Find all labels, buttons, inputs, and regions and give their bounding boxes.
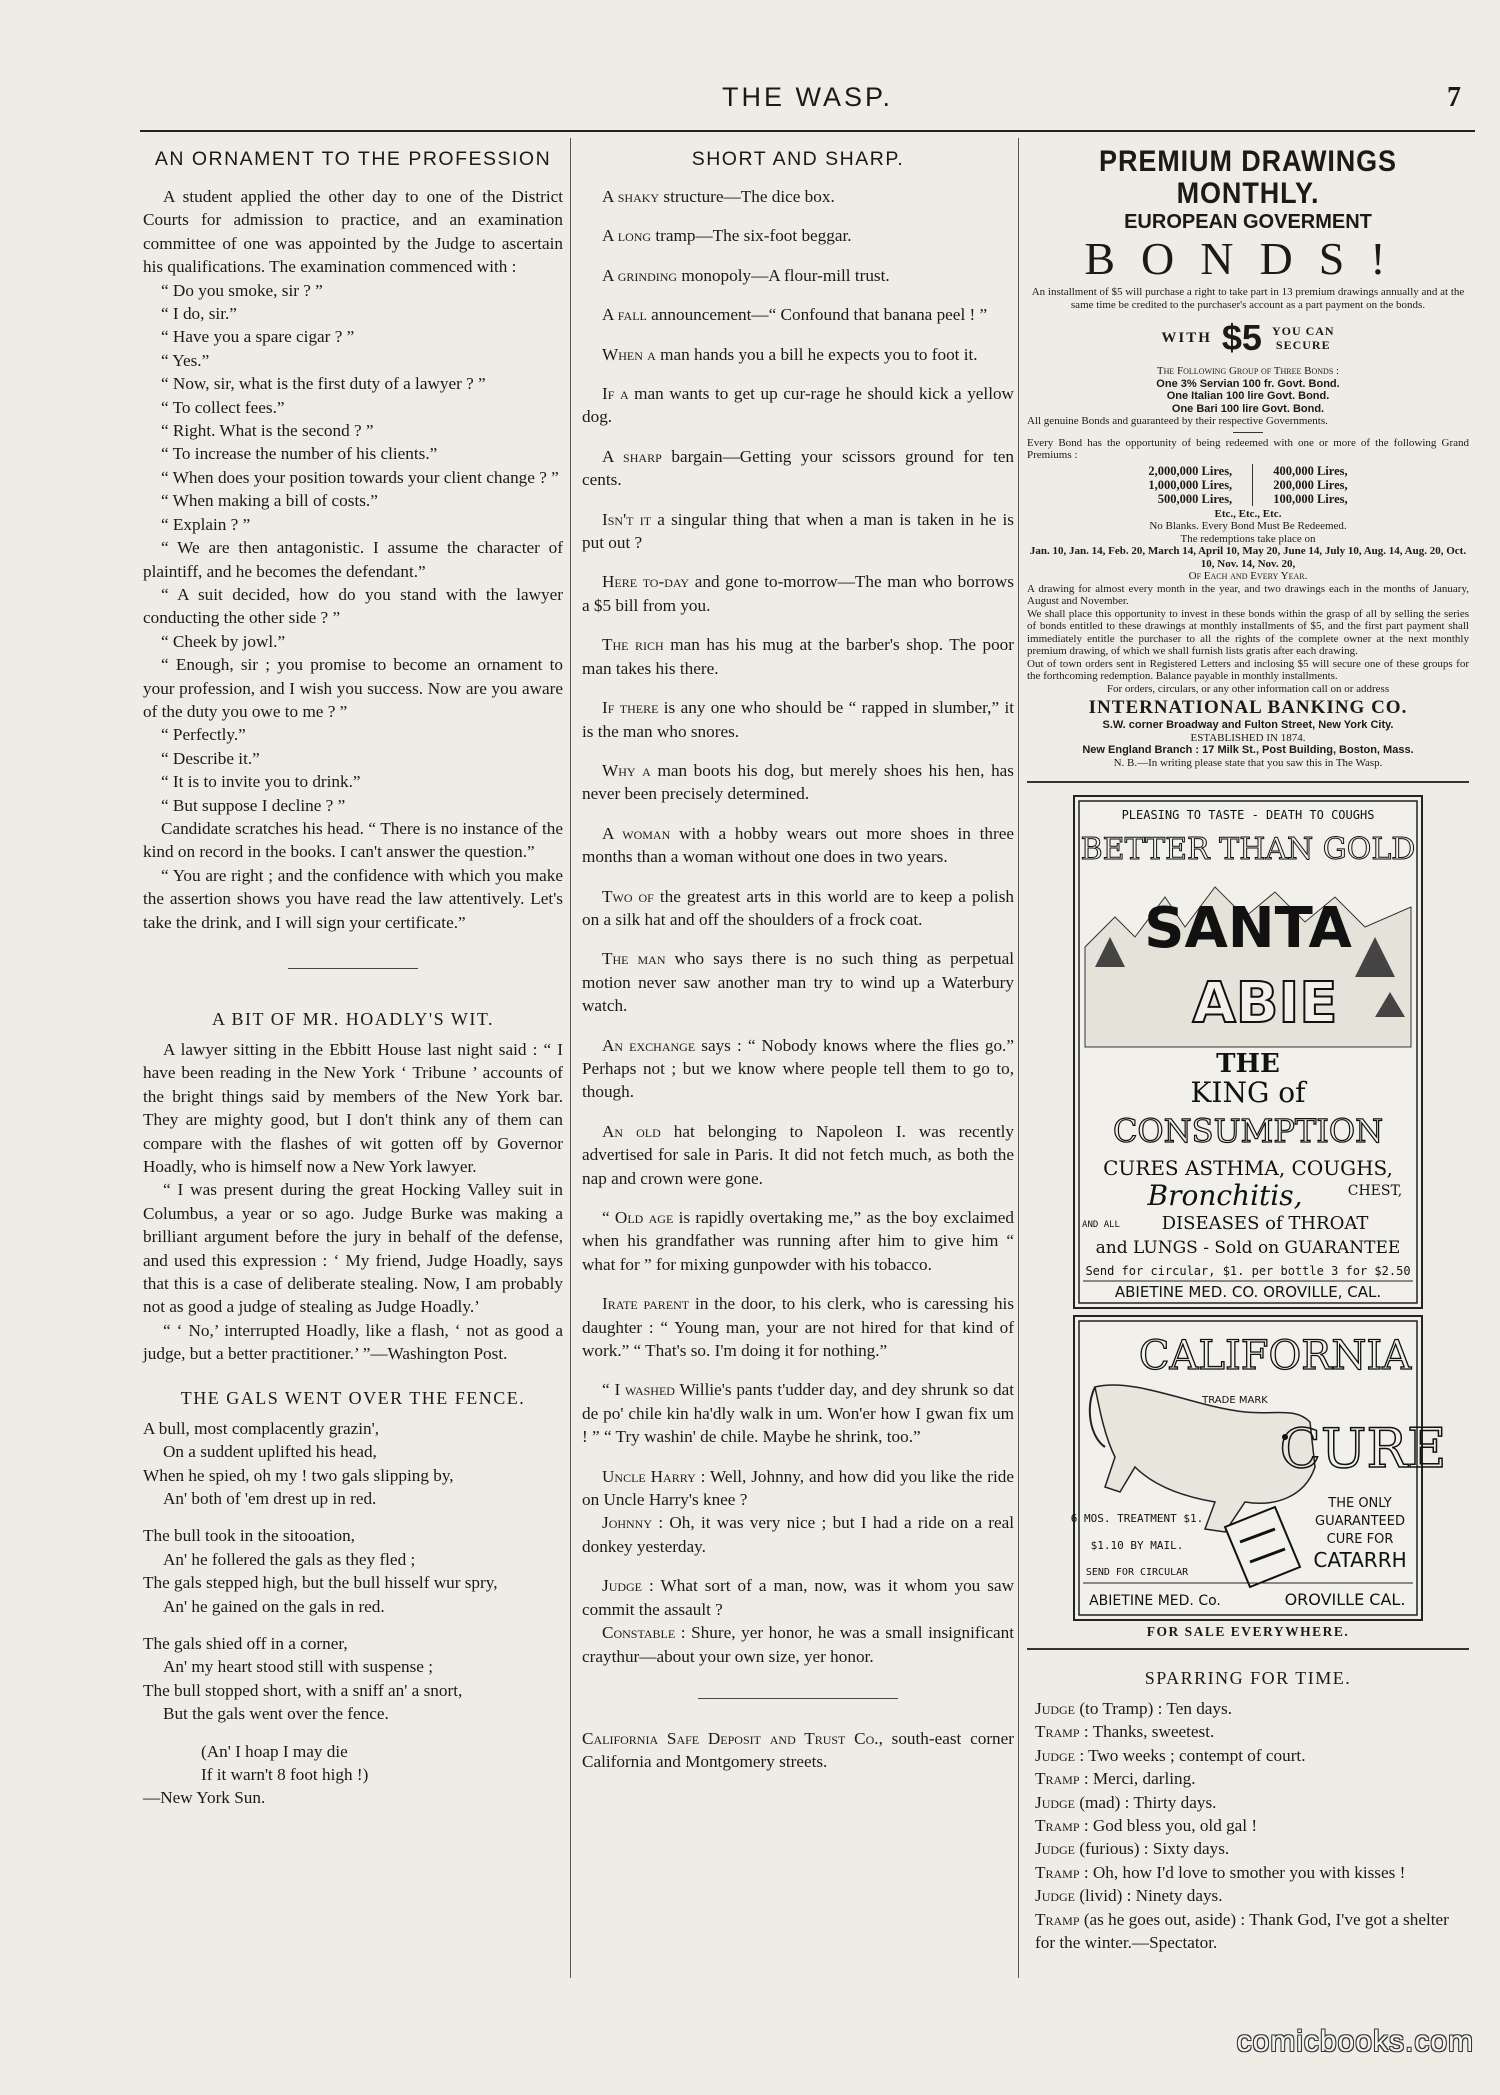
joke-text: structure—The dice box. <box>659 187 835 206</box>
column-divider-2 <box>1018 138 1019 1978</box>
joke-lead: A fall <box>602 305 647 325</box>
dialogue-text: : Oh, it was very nice ; but I had a ride on a real donkey yesterday. <box>582 1513 1014 1556</box>
joke-text: hat belonging to Napoleon I. was recently advertised for sale in Paris. It did not fetch much, as both the nap and crown were gone. <box>582 1121 1014 1188</box>
cal-abietine: ABIETINE MED. Co. <box>1089 1593 1221 1609</box>
joke-item <box>582 696 1014 743</box>
masthead-title: THE WASP. <box>721 82 894 112</box>
joke-text: a singular thing that when a man is taken in he is put out ? <box>582 509 1014 553</box>
ad-divider <box>1027 1648 1469 1650</box>
ad-bonds-title: BONDS! <box>1084 233 1412 284</box>
dialogue-text: (as he goes out, aside) : Thank God, I've got a shelter for the winter.—Spectator. <box>1035 1909 1449 1953</box>
joke-lead: “ I washed <box>602 1380 675 1400</box>
ad-blanks: No Blanks. Every Bond Must Be Redeemed. <box>1149 520 1347 532</box>
dialogue-line <box>1027 1814 1469 1837</box>
dialogue-text: (to Tramp) : Ten days. <box>1075 1699 1233 1718</box>
poem-line: (An' I hoap I may die <box>201 1741 348 1761</box>
joke-item <box>582 633 1014 680</box>
joke-item <box>582 885 1014 932</box>
column-2 <box>582 148 1014 1774</box>
poem-line: An' he follered the gals as they fled ; <box>163 1549 416 1569</box>
joke-text: and gone to-morrow—The man who borrows a $5 bill from you. <box>582 572 1014 615</box>
santa-top-text: PLEASING TO TASTE - DEATH TO COUGHS <box>1121 808 1375 822</box>
speaker: Judge <box>1035 1792 1076 1812</box>
ad-premiums-left <box>1128 464 1253 506</box>
ad-headline: PREMIUM DRAWINGS MONTHLY. <box>1099 145 1397 210</box>
article-paragraph: “ Enough, sir ; you promise to become an ornament to your profession, and I wish you success. Now are you aware of the duty you owe to me ? ” <box>143 655 563 721</box>
short-sharp-list <box>582 185 1014 1449</box>
poem-line: The gals stepped high, but the bull hisself wur spry, <box>143 1573 498 1593</box>
ad-intro: An installment of $5 will purchase a right to take part in 13 premium drawings annually and at the same time be credited to the purchaser's account as a part payment on the bonds. <box>1031 286 1465 311</box>
joke-item <box>582 445 1014 492</box>
article-paragraph: “ Yes.” <box>161 350 210 370</box>
dialogue-line <box>1027 1884 1469 1907</box>
dialogue-text: (livid) : Ninety days. <box>1075 1886 1223 1906</box>
ad-premiums-right <box>1253 464 1367 506</box>
joke-item <box>582 303 1014 326</box>
poem-line: The gals shied off in a corner, <box>143 1633 348 1653</box>
ad-place-text: We shall place this opportunity to invest in these bonds within the grasp of all by selling the series of bonds entitled to these drawings at monthly installments of $5, and the first part payment shall immediately entitle the purchaser to all the rights of the complete owner at the next monthly premium drawing, of which we shall furnish lists gratis after each drawing. <box>1027 607 1469 657</box>
ad-group-heading: The Following Group of Three Bonds : <box>1156 365 1340 377</box>
poem-line: An' he gained on the gals in red. <box>163 1596 385 1616</box>
joke-lead: A shaky <box>602 187 660 206</box>
ad-rule <box>1233 432 1263 433</box>
dialogue-line <box>582 1465 1014 1512</box>
article-paragraph: “ Describe it.” <box>161 748 260 768</box>
joke-item <box>582 947 1014 1017</box>
section-rule <box>698 1698 898 1699</box>
joke-lead: The man <box>602 949 666 969</box>
santa-abie-illustration <box>1075 797 1421 1307</box>
santa-send: Send for circular, $1. per bottle 3 for $2.50 <box>1085 1264 1411 1278</box>
joke-text: with a hobby wears out more shoes in three months than a woman without one does in two years. <box>582 823 1014 867</box>
ad-opportunity: Every Bond has the opportunity of being redeemed with one or more of the following Grand Premiums : <box>1027 436 1469 461</box>
poem-stanza <box>143 1632 563 1726</box>
poem-line: A bull, most complacently grazin', <box>143 1418 380 1438</box>
poem-line: On a suddent uplifted his head, <box>163 1442 377 1462</box>
dialogue-text: (mad) : Thirty days. <box>1075 1792 1217 1812</box>
joke-item <box>582 570 1014 617</box>
joke-lead: An exchange <box>602 1035 696 1055</box>
ad-you-can <box>1272 324 1335 352</box>
joke-text: in the door, to his clerk, who is caressing his daughter : “ Young man, your are not hired for that kind of work.” “ That's so. I'm doing it for nothing.” <box>582 1294 1015 1361</box>
ornament-article <box>143 185 563 934</box>
joke-item <box>582 382 1014 429</box>
article-paragraph: “ I do, sir.” <box>161 304 237 324</box>
page-number: 7 <box>1447 82 1461 113</box>
dialogue-line <box>1027 1767 1469 1790</box>
ad-amount: $5 <box>1221 317 1262 358</box>
poem-line: If it warn't 8 foot high !) <box>201 1764 369 1784</box>
article-paragraph: A student applied the other day to one of the District Courts for admission to practice, and an examination committee of one was appointed by the Judge to ascertain his qualifications. The examination commenced with : <box>143 187 563 277</box>
santa-chest: CHEST, <box>1347 1183 1403 1199</box>
ad-with: WITH <box>1161 329 1212 346</box>
cal-guaranteed: GUARANTEED <box>1315 1514 1405 1529</box>
joke-item <box>582 1120 1014 1190</box>
california-cure-advert <box>1070 1315 1447 1621</box>
cal-trademark: TRADE MARK <box>1202 1395 1268 1406</box>
speaker: Tramp <box>1035 1909 1080 1929</box>
masthead <box>140 82 1475 120</box>
column-1 <box>143 148 563 1810</box>
article-paragraph: “ I was present during the great Hocking Valley suit in Columbus, a year or so ago. Judge Burke was making a brilliant argument before the jury in behalf of the defense, and used this expression : ‘ My friend, Judge Hoadly, says that this is a case of deliberate stealing. Now, I am probably not as good a judge of stealing as Judge Hoadly.’ <box>143 1180 563 1317</box>
ad-you-can-text: YOU CAN <box>1271 324 1335 338</box>
joke-text: man hands you a bill he expects you to foot it. <box>655 344 978 364</box>
footer-text: , south-east corner California and Montgomery streets. <box>582 1728 1014 1772</box>
joke-text: says : “ Nobody knows where the flies go.” Perhaps not ; but we know where people tell them to go to, though. <box>582 1035 1014 1102</box>
joke-text: man boots his dog, but merely shoes his hen, has never been precisely determined. <box>582 760 1014 804</box>
ad-with-row <box>1027 317 1469 359</box>
joke-item <box>582 508 1014 555</box>
santa-lungs: and LUNGS - Sold on GUARANTEE <box>1095 1238 1401 1258</box>
article-paragraph: “ We are then antagonistic. I assume the character of plaintiff, and he becomes the defendant.” <box>143 538 563 581</box>
santa-and-all: AND ALL <box>1082 1220 1120 1230</box>
article-paragraph: “ You are right ; and the confidence with which you make the assertion shows you have read the law attentively. Let's take the drink, and I will sign your certificate.” <box>143 865 563 932</box>
ad-premium-etc: Etc., Etc., Etc. <box>1214 507 1282 520</box>
ad-secure-text: SECURE <box>1275 338 1331 352</box>
ad-orders-text: Out of town orders sent in Registered Letters and inclosing $5 will secure one of these groups for the forthcoming redemption. Balance payable in monthly installments. <box>1027 657 1469 682</box>
joke-item <box>582 264 1014 287</box>
dialogue-text: : Shure, yer honor, he was a small insignificant craythur—about your own size, yer honor. <box>582 1623 1014 1666</box>
article-paragraph: “ To collect fees.” <box>161 397 285 417</box>
for-sale-text: FOR SALE EVERYWHERE. <box>1146 1624 1350 1639</box>
joke-lead: Here to-day <box>602 572 690 592</box>
article-paragraph: “ But suppose I decline ? ” <box>161 795 346 815</box>
joke-lead: “ Old age <box>602 1208 674 1227</box>
speaker: Uncle Harry <box>602 1466 696 1486</box>
santa-cures: CURES ASTHMA, COUGHS, <box>1103 1156 1393 1180</box>
cal-catarrh: CATARRH <box>1313 1548 1407 1572</box>
joke-item <box>582 822 1014 869</box>
speaker: Judge <box>1035 1886 1076 1906</box>
ad-redemptions: The redemptions take place on <box>1180 532 1316 545</box>
gals-heading: THE GALS WENT OVER THE FENCE. <box>180 1387 526 1408</box>
poem-line: An' my heart stood still with suspense ; <box>163 1657 433 1677</box>
ad-drawing-text: A drawing for almost every month in the year, and two drawings each in the months of January, August and November. <box>1027 582 1469 607</box>
article-paragraph: “ Do you smoke, sir ? ” <box>161 280 323 300</box>
speaker: Tramp <box>1035 1769 1080 1789</box>
footer-lead: California Safe Deposit and Trust Co. <box>582 1728 879 1748</box>
joke-text: tramp—The six-foot beggar. <box>651 226 852 246</box>
cal-name: CALIFORNIA <box>1138 1333 1412 1379</box>
speaker: Judge <box>1035 1745 1076 1765</box>
article-paragraph: “ Right. What is the second ? ” <box>161 421 374 441</box>
joke-text: is rapidly overtaking me,” as the boy exclaimed when his grandfather was running after him to give him “ what for ” for mixing gunpowder with his tobacco. <box>582 1208 1015 1274</box>
article-paragraph: “ ‘ No,’ interrupted Hoadly, like a flash, ‘ not as good a judge, but a better practitioner.’ ”—Washington Post. <box>143 1320 563 1364</box>
california-cure-illustration <box>1070 1317 1447 1619</box>
ad-subhead: EUROPEAN GOVERMENT <box>1124 211 1372 233</box>
dialogue-line <box>582 1621 1014 1668</box>
joke-lead: An old <box>602 1121 661 1141</box>
section-rule <box>288 968 418 969</box>
site-watermark: comicbooks.com <box>1236 2025 1474 2058</box>
article-paragraph: “ Perfectly.” <box>161 725 246 745</box>
article-paragraph: “ It is to invite you to drink.” <box>161 772 361 792</box>
ad-each-year: Of Each and Every Year. <box>1188 570 1308 582</box>
footer-notice <box>582 1727 1014 1774</box>
cal-cure: CURE <box>1279 1417 1447 1480</box>
joke-item <box>582 343 1014 366</box>
ad-company: INTERNATIONAL BANKING CO. <box>1088 697 1408 718</box>
poem-credit: —New York Sun. <box>143 1788 266 1808</box>
speaker: Judge <box>1035 1839 1076 1859</box>
ad-guarantee: All genuine Bonds and guaranteed by their respective Governments. <box>1027 415 1328 427</box>
short-sharp-heading: SHORT AND SHARP. <box>691 148 905 170</box>
article-paragraph: “ A suit decided, how do you stand with the lawyer conducting the other side ? ” <box>143 584 563 628</box>
premium-item: 400,000 Lires, <box>1273 463 1348 478</box>
dialogue-text: : Well, Johnny, and how did you like the ride on Uncle Harry's knee ? <box>582 1466 1014 1510</box>
poem-line: But the gals went over the fence. <box>163 1704 389 1724</box>
ad-branch: New England Branch : 17 Milk St., Post Building, Boston, Mass. <box>1082 744 1414 756</box>
joke-item <box>582 185 1014 208</box>
article-paragraph: “ When does your position towards your client change ? ” <box>161 467 559 487</box>
sparring-article <box>1027 1668 1469 1954</box>
premium-item: 500,000 Lires, <box>1157 491 1233 506</box>
hoadly-article <box>143 1038 563 1366</box>
joke-text: monopoly—A flour-mill trust. <box>677 265 890 285</box>
joke-item <box>582 1378 1014 1448</box>
column-3 <box>1027 146 1469 1954</box>
santa-name-1: SANTA <box>1144 896 1352 961</box>
cal-oroville: OROVILLE CAL. <box>1284 1590 1406 1609</box>
gals-poem <box>143 1417 563 1810</box>
joke-item <box>582 759 1014 806</box>
joke-lead: Why a <box>602 760 651 780</box>
premium-item: 1,000,000 Lires, <box>1148 477 1233 492</box>
santa-diseases: DISEASES of THROAT <box>1161 1213 1369 1234</box>
dialogue-line <box>1027 1697 1469 1720</box>
santa-the: THE <box>1216 1049 1280 1079</box>
premium-item: 2,000,000 Lires, <box>1148 463 1233 478</box>
dialogue-text: : Two weeks ; contempt of court. <box>1075 1745 1306 1765</box>
santa-bronchitis: Bronchitis, <box>1147 1179 1303 1212</box>
article-paragraph: A lawyer sitting in the Ebbitt House last night said : “ I have been reading in the New York ‘ Tribune ’ accounts of the bright things said by members of the New York bar. They are mighty good, but I don't think any of them can compare with the flashes of wit gotten off by Governor Hoadly, who is himself now a New York lawyer. <box>143 1040 563 1177</box>
article-paragraph: “ Have you a spare cigar ? ” <box>161 327 355 347</box>
speaker: Judge <box>602 1576 643 1596</box>
joke-lead: Two of <box>602 886 654 906</box>
joke-text: man wants to get up cur-rage he should kick a yellow dog. <box>582 384 1014 427</box>
santa-name-2: ABIE <box>1192 971 1338 1036</box>
joke-item <box>582 1292 1014 1362</box>
ornament-heading: AN ORNAMENT TO THE PROFESSION <box>154 148 552 170</box>
dialogue-text: : Merci, darling. <box>1079 1769 1196 1789</box>
dialogue-uncle <box>582 1465 1014 1559</box>
poem-stanza <box>143 1740 563 1810</box>
article-paragraph: “ Cheek by jowl.” <box>161 631 286 651</box>
dialogue-text: : Thanks, sweetest. <box>1079 1722 1215 1742</box>
ad-address-intro: For orders, circulars, or any other information call on or address <box>1106 682 1390 695</box>
santa-consumption: CONSUMPTION <box>1112 1112 1384 1150</box>
ad-bond-1: One 3% Servian 100 fr. Govt. Bond. <box>1156 377 1340 390</box>
ad-divider <box>1027 781 1469 783</box>
ad-nb: N. B.—In writing please state that you saw this in The Wasp. <box>1113 756 1383 769</box>
joke-text: is any one who should be “ rapped in slumber,” it is the man who snores. <box>582 698 1014 741</box>
dialogue-line <box>1027 1861 1469 1884</box>
santa-abietine: ABIETINE MED. CO. OROVILLE, CAL. <box>1114 1283 1382 1301</box>
premium-item: 100,000 Lires, <box>1273 491 1348 506</box>
santa-abie-advert <box>1073 795 1423 1309</box>
joke-text: man has his mug at the barber's shop. The poor man takes his there. <box>582 635 1014 678</box>
santa-better-text: BETTER THAN GOLD <box>1080 832 1416 867</box>
article-paragraph: “ Explain ? ” <box>161 514 251 534</box>
ad-bond-3: One Bari 100 lire Govt. Bond. <box>1171 402 1325 415</box>
article-paragraph: Candidate scratches his head. “ There is no instance of the kind on record in the books. I can't answer the question.” <box>143 818 563 862</box>
dialogue-line <box>1027 1744 1469 1767</box>
speaker: Tramp <box>1035 1862 1080 1882</box>
dialogue-judge <box>582 1574 1014 1668</box>
ad-dates: Jan. 10, Jan. 14, Feb. 20, March 14, April 10, May 20, June 14, July 10, Aug. 14, Aug. 20, Oct. 10, Nov. 14, Nov. 20, <box>1029 545 1467 570</box>
dialogue-line <box>1027 1908 1469 1955</box>
sparring-heading: SPARRING FOR TIME. <box>1144 1668 1352 1688</box>
joke-lead: A grinding <box>602 265 678 285</box>
poem-line: An' both of 'em drest up in red. <box>163 1488 377 1508</box>
cal-the-only: THE ONLY <box>1328 1496 1392 1511</box>
dialogue-line <box>1027 1791 1469 1814</box>
joke-lead: When a <box>602 344 656 364</box>
joke-lead: A sharp <box>602 446 662 466</box>
joke-lead: The rich <box>602 635 664 655</box>
dialogue-text: : What sort of a man, now, was it whom you saw commit the assault ? <box>582 1576 1014 1619</box>
joke-text: who says there is no such thing as perpetual motion never saw another man try to wind up a Waterbury watch. <box>582 949 1015 1016</box>
joke-lead: Irate parent <box>602 1294 690 1314</box>
cal-send: SEND FOR CIRCULAR <box>1085 1567 1189 1578</box>
article-paragraph: “ When making a bill of costs.” <box>161 491 378 511</box>
speaker: Tramp <box>1035 1816 1080 1836</box>
cal-mos: 6 MOS. TREATMENT $1. <box>1070 1512 1204 1525</box>
joke-lead: A long <box>602 226 652 246</box>
speaker: Tramp <box>1035 1722 1080 1742</box>
ad-bond-2: One Italian 100 lire Govt. Bond. <box>1166 390 1330 402</box>
speaker: Judge <box>1035 1699 1076 1718</box>
dialogue-line <box>1027 1837 1469 1860</box>
joke-lead: A woman <box>602 823 671 843</box>
article-paragraph: “ Now, sir, what is the first duty of a lawyer ? ” <box>161 374 486 394</box>
joke-lead: If a <box>602 384 629 404</box>
article-paragraph: “ To increase the number of his clients.” <box>161 444 438 464</box>
joke-text: the greatest arts in this world are to keep a polish on a silk hat and off the shoulders of a frock coat. <box>582 886 1014 929</box>
premium-item: 200,000 Lires, <box>1273 477 1348 492</box>
cal-cure-for: CURE FOR <box>1326 1532 1394 1547</box>
cal-mail: $1.10 BY MAIL. <box>1090 1539 1184 1552</box>
masthead-rule <box>140 130 1475 132</box>
joke-item <box>582 224 1014 247</box>
column-divider-1 <box>570 138 571 1978</box>
poem-line: When he spied, oh my ! two gals slipping by, <box>143 1465 454 1485</box>
ad-established: ESTABLISHED IN 1874. <box>1190 731 1306 744</box>
dialogue-text: : Oh, how I'd love to smother you with kisses ! <box>1079 1862 1406 1882</box>
joke-lead: If there <box>602 698 659 718</box>
dialogue-line <box>582 1574 1014 1621</box>
dialogue-text: : God bless you, old gal ! <box>1079 1816 1258 1836</box>
dialogue-line <box>1027 1720 1469 1743</box>
poem-line: The bull took in the sitooation, <box>143 1526 355 1546</box>
joke-text: bargain—Getting your scissors ground for ten cents. <box>582 446 1014 490</box>
hoadly-heading: A BIT OF MR. HOADLY'S WIT. <box>212 1009 494 1029</box>
speaker: Constable <box>602 1623 676 1643</box>
joke-lead: Isn't it <box>602 509 652 529</box>
ad-address: S.W. corner Broadway and Fulton Street, New York City. <box>1102 719 1394 731</box>
joke-item <box>582 1034 1014 1104</box>
poem-line: The bull stopped short, with a sniff an' a snort, <box>143 1680 463 1700</box>
dialogue-text: (furious) : Sixty days. <box>1075 1839 1230 1859</box>
joke-text: Willie's pants t'udder day, and dey shrunk so dat de po' chile kin ha'dly walk in um. Won'er how I gwan fix um ! ” “ Try washin' de chile. Maybe he shrink, too.” <box>582 1380 1014 1447</box>
bonds-advert <box>1027 146 1469 769</box>
santa-king: KING of <box>1190 1076 1306 1109</box>
poem-stanza <box>143 1417 563 1511</box>
poem-stanza <box>143 1524 563 1618</box>
dialogue-line <box>582 1511 1014 1558</box>
joke-text: announcement—“ Confound that banana peel ! ” <box>646 305 988 325</box>
joke-item <box>582 1206 1014 1276</box>
speaker: Johnny <box>602 1513 653 1533</box>
ad-premiums <box>1027 464 1469 506</box>
